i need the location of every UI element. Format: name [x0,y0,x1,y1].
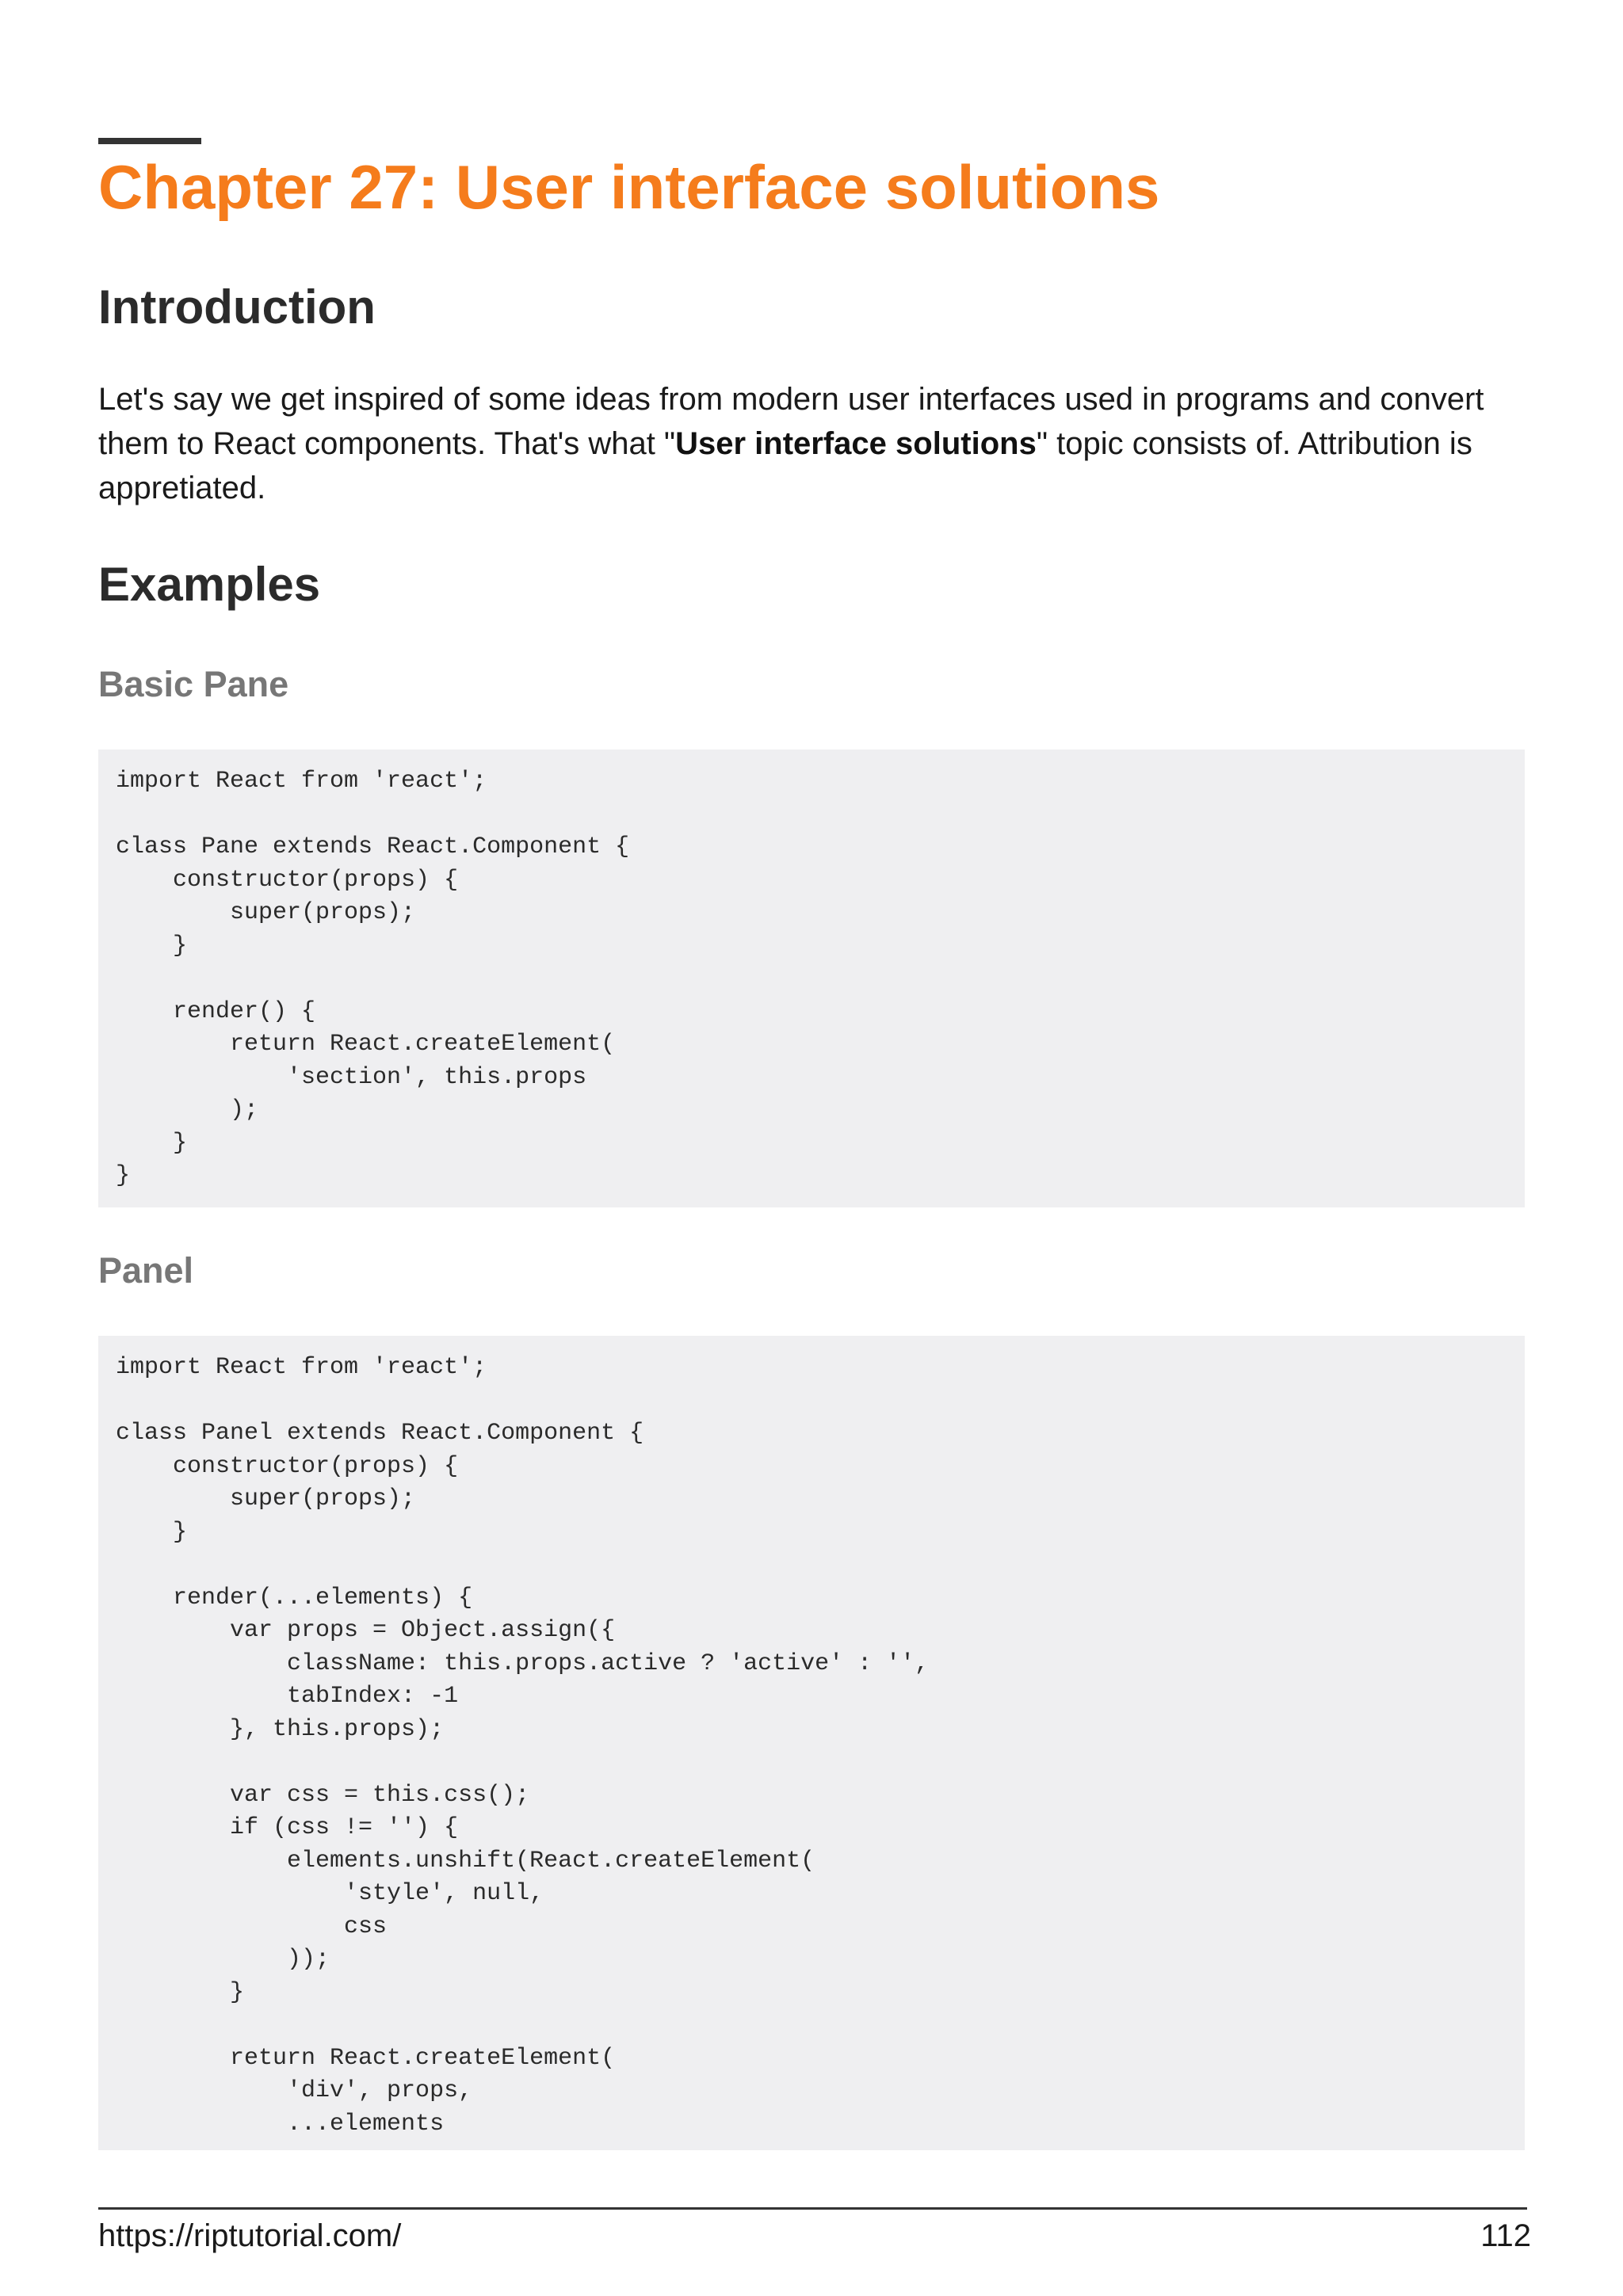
introduction-paragraph [98,377,1525,510]
footer-rule [98,2207,1527,2210]
basic-pane-heading: Basic Pane [98,664,289,704]
title-rule [98,138,201,144]
examples-heading: Examples [98,558,321,611]
panel-code-block[interactable]: import React from 'react'; class Panel extends React.Component { constructor(props) { super(props); } render(...elements) { var props = Object.assign({ className: this.props.active ? 'active' : '', tabIndex: -1 }, this.props); var css = this.css(); if (css != '') { elements.unshift(React.createElement( 'style', null, css )); } return React.createElement( 'div', props, ...elements [98,1336,1525,2150]
intro-text-bold: User interface solutions [675,426,1037,461]
panel-heading: Panel [98,1250,194,1291]
footer-url[interactable]: https://riptutorial.com/ [98,2218,402,2253]
introduction-heading: Introduction [98,280,376,334]
chapter-title: Chapter 27: User interface solutions [98,152,1160,222]
intro-text-end: " topic consists of. Attribution is appretiated. [98,426,1472,505]
basic-pane-code-block[interactable]: import React from 'react'; class Pane extends React.Component { constructor(props) { super(props); } render() { return React.createElement( 'section', this.props ); } } [98,749,1525,1207]
page-number: 112 [1480,2218,1531,2253]
intro-text-start: Let's say we get inspired of some ideas from modern user interfaces used in programs and convert them to React components. That's what " [98,382,1484,461]
